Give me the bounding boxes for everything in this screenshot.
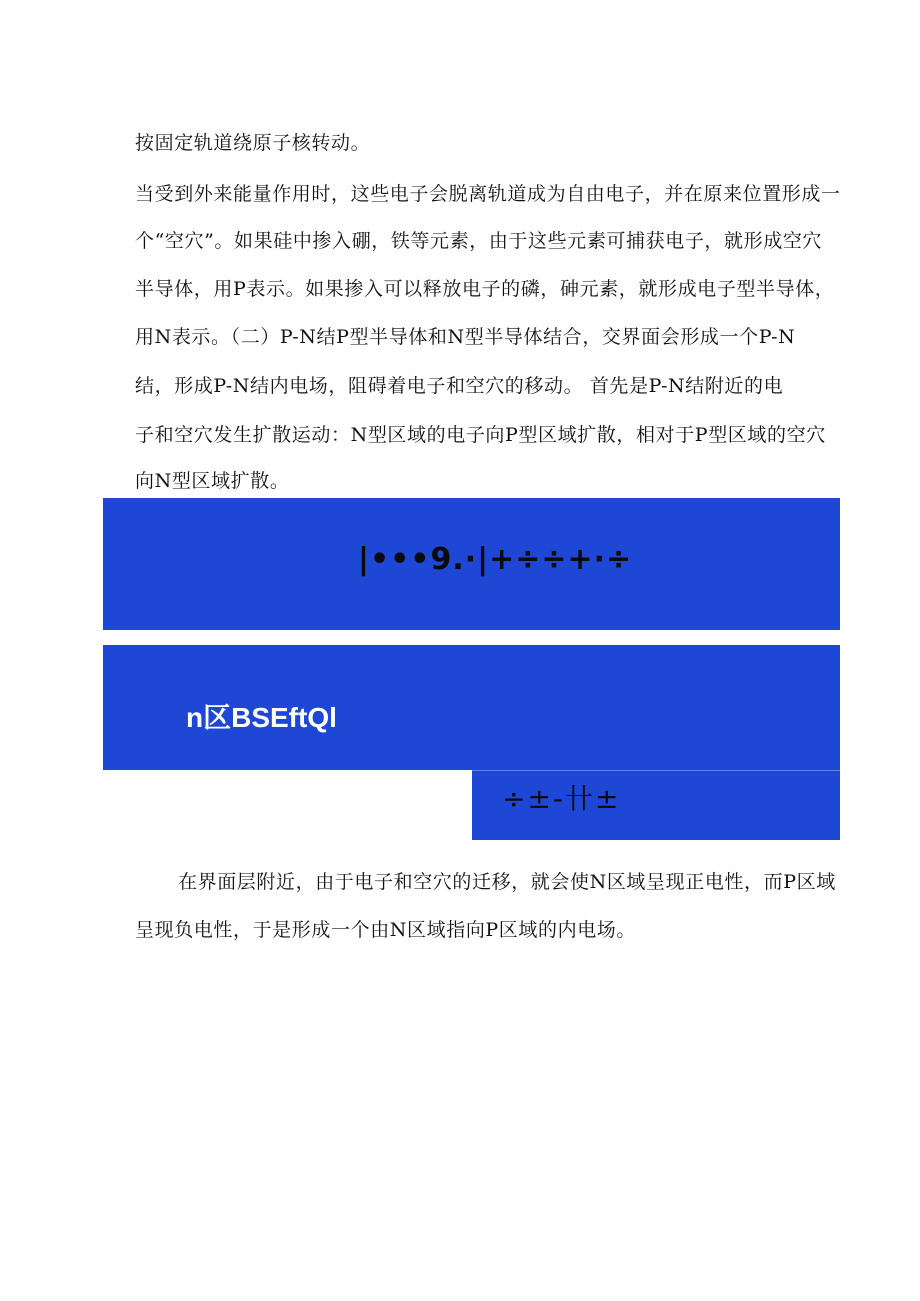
figure-middle-band bbox=[103, 645, 840, 770]
text-line: 用N表示。（二）P-N结P型半导体和N型半导体结合，交界面会形成一个P-N bbox=[135, 326, 796, 348]
text-line: 当受到外来能量作用时，这些电子会脱离轨道成为自由电子，并在原来位置形成一 bbox=[135, 183, 841, 205]
text-line: 在界面层附近，由于电子和空穴的迁移，就会使N区域呈现正电性，而P区域 bbox=[178, 871, 836, 893]
middle-band-label: n区BSEftQl bbox=[186, 702, 337, 733]
bottom-band-glyphs: ÷±-卄± bbox=[502, 782, 621, 815]
figure-top-band bbox=[103, 498, 840, 630]
top-band-glyphs: |•••9.·|+÷÷+·÷ bbox=[358, 542, 633, 577]
text-line: 半导体，用P表示。如果掺入可以释放电子的磷，砷元素，就形成电子型半导体， bbox=[135, 278, 835, 300]
text-line: 呈现负电性，于是形成一个由N区域指向P区域的内电场。 bbox=[135, 919, 637, 941]
text-line: 向N型区域扩散。 bbox=[135, 470, 290, 492]
text-line: 按固定轨道绕原子核转动。 bbox=[135, 132, 371, 154]
text-line: 个“空穴”。如果硅中掺入硼，铁等元素，由于这些元素可捕获电子，就形成空穴 bbox=[135, 230, 823, 252]
text-line: 子和空穴发生扩散运动：N型区域的电子向P型区域扩散，相对于P型区域的空穴 bbox=[135, 424, 826, 446]
figure-bottom-band bbox=[472, 770, 840, 840]
text-line: 结，形成P-N结内电场，阻碍着电子和空穴的移动。 首先是P-N结附近的电 bbox=[135, 375, 784, 397]
